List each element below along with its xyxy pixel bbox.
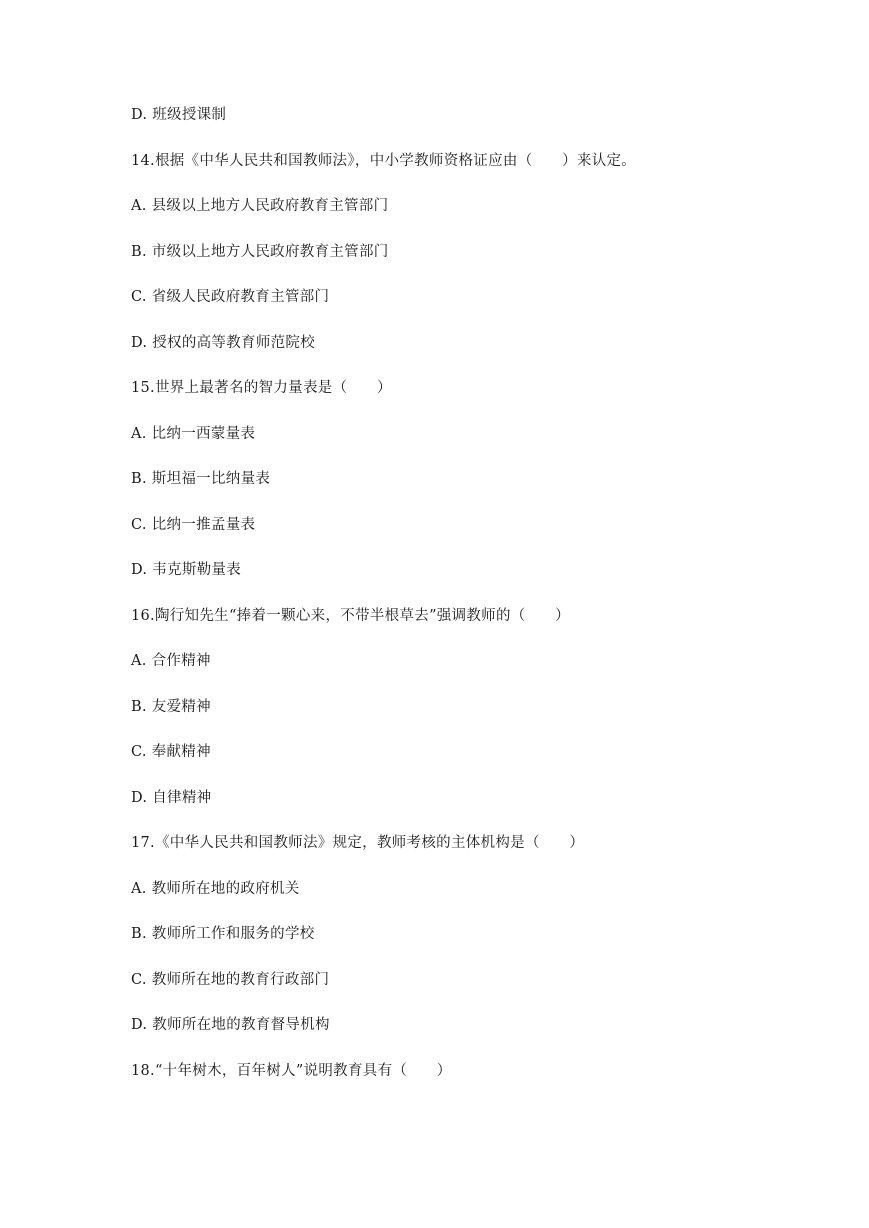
option-14-d: D. 授权的高等教育师范院校 bbox=[131, 335, 316, 351]
option-13-d: D. 班级授课制 bbox=[131, 107, 227, 123]
question-17: 17.《中华人民共和国教师法》规定，教师考核的主体机构是（ ） bbox=[131, 835, 585, 851]
option-16-a: A. 合作精神 bbox=[131, 653, 211, 669]
option-16-d: D. 自律精神 bbox=[131, 790, 212, 806]
option-15-c: C. 比纳一推孟量表 bbox=[131, 517, 256, 533]
question-14: 14.根据《中华人民共和国教师法》，中小学教师资格证应由（ ）来认定。 bbox=[131, 153, 637, 169]
option-14-c: C. 省级人民政府教育主管部门 bbox=[131, 289, 330, 305]
question-15: 15.世界上最著名的智力量表是（ ） bbox=[131, 380, 392, 396]
option-16-c: C. 奉献精神 bbox=[131, 744, 211, 760]
option-15-b: B. 斯坦福一比纳量表 bbox=[131, 471, 271, 487]
question-18: 18.“十年树木，百年树人”说明教育具有（ ） bbox=[131, 1063, 452, 1079]
option-17-b: B. 教师所工作和服务的学校 bbox=[131, 926, 315, 942]
option-15-d: D. 韦克斯勒量表 bbox=[131, 562, 242, 578]
question-16: 16.陶行知先生“捧着一颗心来，不带半根草去”强调教师的（ ） bbox=[131, 608, 570, 624]
option-17-c: C. 教师所在地的教育行政部门 bbox=[131, 972, 330, 988]
option-15-a: A. 比纳一西蒙量表 bbox=[131, 426, 256, 442]
option-14-a: A. 县级以上地方人民政府教育主管部门 bbox=[131, 198, 389, 214]
option-14-b: B. 市级以上地方人民政府教育主管部门 bbox=[131, 244, 389, 260]
option-17-a: A. 教师所在地的政府机关 bbox=[131, 881, 300, 897]
option-17-d: D. 教师所在地的教育督导机构 bbox=[131, 1017, 330, 1033]
option-16-b: B. 友爱精神 bbox=[131, 699, 211, 715]
